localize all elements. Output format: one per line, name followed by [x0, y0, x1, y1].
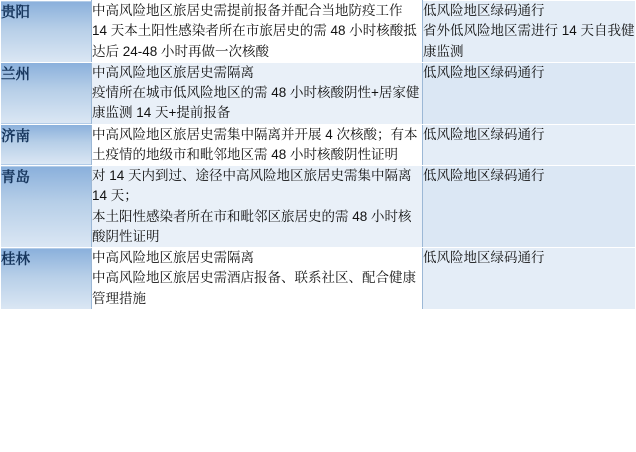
policy-line: 中高风险地区旅居史需酒店报备、联系社区、配合健康管理措施	[92, 270, 416, 306]
low-risk-policy-cell	[423, 166, 636, 248]
policy-line: 低风险地区绿码通行	[423, 64, 545, 80]
policy-line: 疫情所在城市低风险地区的需 48 小时核酸阴性+居家健康监测 14 天+提前报备	[92, 85, 420, 121]
policy-line: 低风险地区绿码通行	[423, 3, 545, 18]
risk-area-policy-cell	[92, 248, 423, 310]
low-risk-policy-cell	[423, 124, 636, 166]
city-name-cell	[1, 124, 92, 166]
city-name-cell	[1, 248, 92, 310]
city-name: 贵阳	[1, 5, 30, 21]
policy-line: 中高风险地区旅居史需隔离	[92, 250, 254, 265]
table-body	[1, 1, 636, 310]
risk-area-policy-cell	[92, 124, 423, 166]
policy-line: 中高风险地区旅居史需提前报备并配合当地防疫工作	[92, 3, 403, 18]
table-row	[1, 124, 636, 166]
low-risk-policy-cell	[423, 1, 636, 63]
city-name-cell	[1, 62, 92, 124]
city-name: 青岛	[1, 170, 30, 186]
policy-line: 低风险地区绿码通行	[423, 250, 545, 265]
table-row	[1, 1, 636, 63]
low-risk-policy-cell	[423, 62, 636, 124]
policy-line: 低风险地区绿码通行	[423, 126, 545, 142]
policy-line: 中高风险地区旅居史需隔离	[92, 64, 254, 80]
policy-line: 中高风险地区旅居史需集中隔离并开展 4 次核酸；有本土疫情的地级市和毗邻地区需 48 小时核酸阴性证明	[92, 126, 418, 162]
table-row	[1, 248, 636, 310]
risk-area-policy-cell	[92, 1, 423, 63]
city-name: 兰州	[1, 66, 30, 83]
city-name-cell	[1, 1, 92, 63]
risk-area-policy-cell	[92, 166, 423, 248]
policy-line: 本土阳性感染者所在市和毗邻区旅居史的需 48 小时核酸阴性证明	[92, 208, 412, 244]
policy-line: 省外低风险地区需进行 14 天自我健康监测	[423, 23, 635, 59]
city-name-cell	[1, 166, 92, 248]
city-name: 济南	[1, 128, 30, 145]
risk-area-policy-cell	[92, 62, 423, 124]
city-name: 桂林	[1, 252, 30, 268]
policy-line: 低风险地区绿码通行	[423, 168, 545, 183]
table-row	[1, 62, 636, 124]
low-risk-policy-cell	[423, 248, 636, 310]
table-row	[1, 166, 636, 248]
policy-line: 对 14 天内到过、途径中高风险地区旅居史需集中隔离 14 天；	[92, 168, 416, 204]
policy-line: 14 天本土阳性感染者所在市旅居史的需 48 小时核酸抵达后 24-48 小时再做一次核酸	[92, 23, 417, 59]
